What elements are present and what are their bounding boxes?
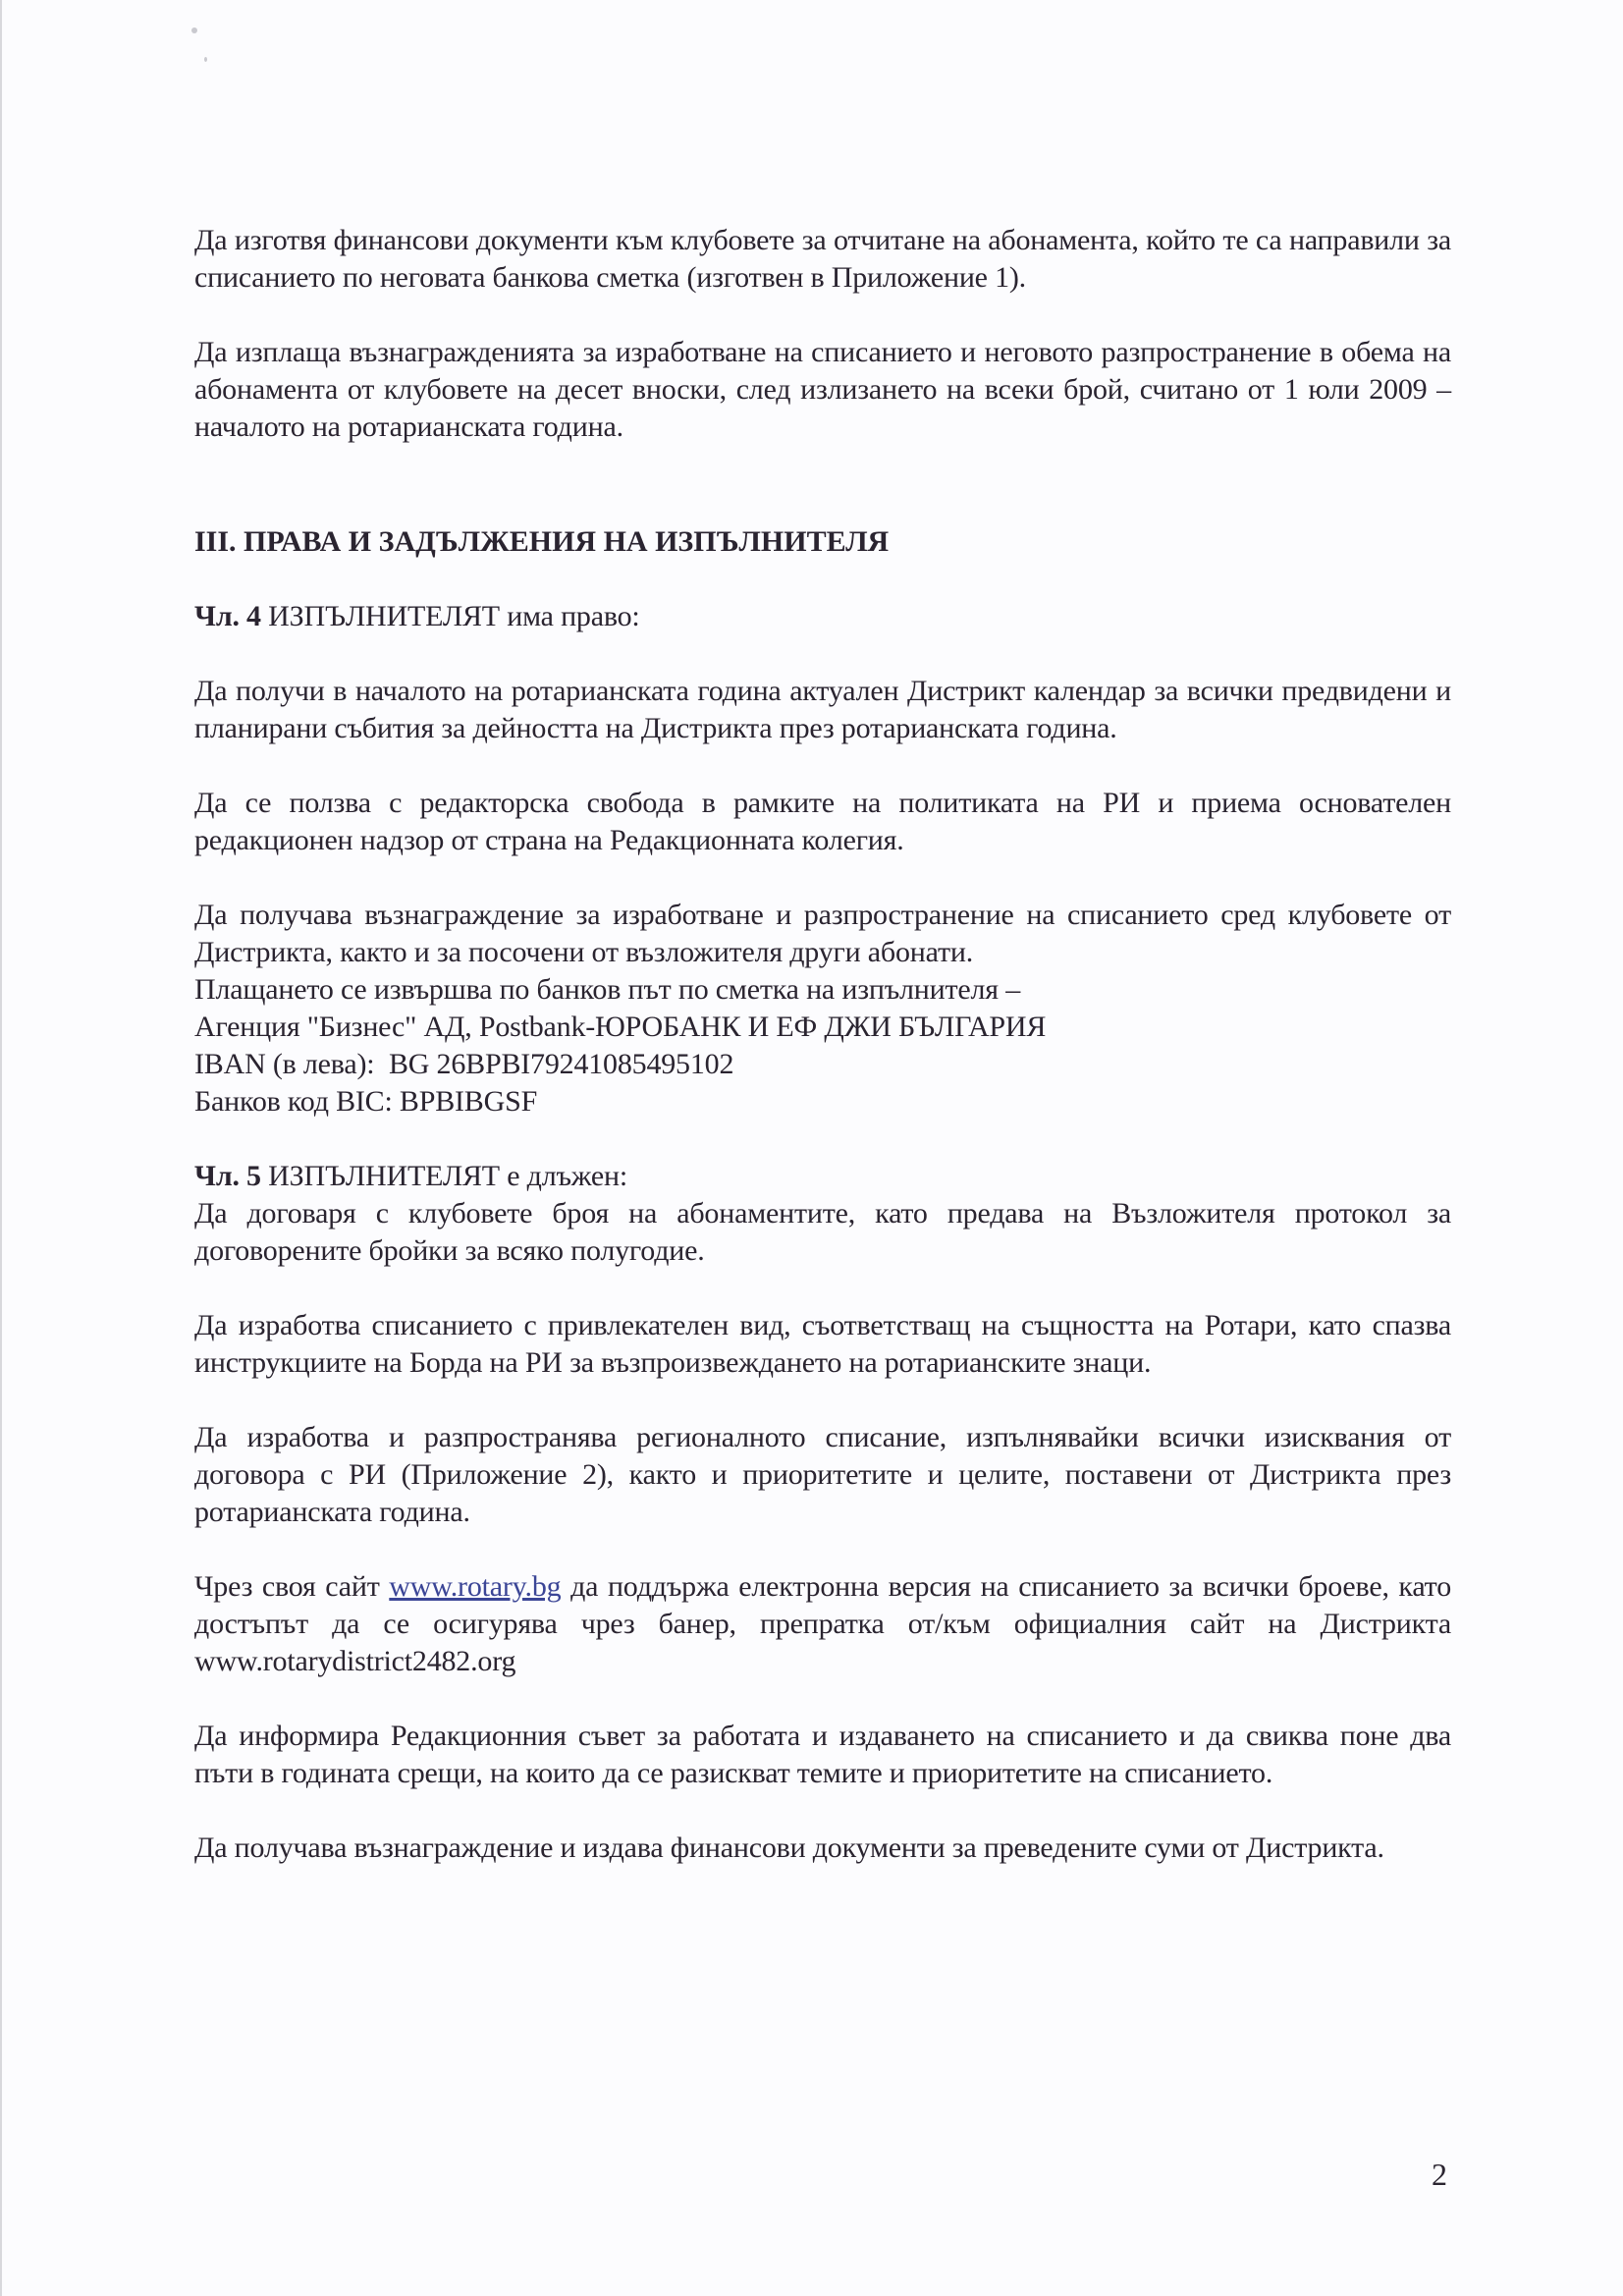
article-5-label: Чл. 5: [194, 1160, 261, 1192]
bank-name-line: Агенция "Бизнес" АД, Postbank-ЮРОБАНК И ЕФ ДЖИ БЪЛГАРИЯ: [194, 1011, 1047, 1043]
scan-speck: [204, 57, 207, 62]
article-4-title-text: ИЗПЪЛНИТЕЛЯТ има право:: [260, 600, 640, 632]
document-body: [194, 222, 1451, 1867]
iban-line: IBAN (в лева): BG 26BPBI79241085495102: [194, 1048, 734, 1080]
bic-line: Банков код BIC: BPBIBGSF: [194, 1085, 538, 1118]
paragraph-editorial-council: Да информира Редакционния съвет за работата и издаването на списанието и да свиква поне два пъти в годината срещи, на които да се разискват темите и приоритетите на списанието.: [194, 1720, 1451, 1789]
website-text-before: Чрез своя сайт: [194, 1570, 390, 1603]
article-4-title: [194, 598, 1451, 635]
article-5-title: [194, 1158, 1451, 1195]
rotary-bg-link[interactable]: www.rotary.bg: [389, 1570, 562, 1603]
paragraph-financial-documents: Да изготвя финансови документи към клубовете за отчитане на абонамента, който те са направили за списанието по неговата банкова сметка (изготвен в Приложение 1).: [194, 224, 1451, 294]
paragraph-editorial-freedom: Да се ползва с редакторска свобода в рамките на политиката на РИ и приема основателен редакционен надзор от страна на Редакционната колегия.: [194, 787, 1451, 856]
paragraph-regional-magazine: Да изработва и разпространява регионалното списание, изпълнявайки всички изисквания от договора с РИ (Приложение 2), както и приоритетите и целите, поставени от Дистрикта през ротарианската година.: [194, 1421, 1451, 1528]
scan-speck: [191, 27, 197, 33]
paragraph-financial-receipts: Да получава възнаграждение и издава финансови документи за преведените суми от Дистрикта.: [194, 1831, 1384, 1864]
paragraph-remuneration: Да получава възнаграждение за изработване и разпространение на списанието сред клубовете от Дистрикта, както и за посочени от възложителя други абонати.: [194, 899, 1451, 968]
paragraph-attractive-design: Да изработва списанието с привлекателен вид, съответстващ на същността на Ротари, като спазва инструкциите на Борда на РИ за възпроизвеждането на ротарианските знаци.: [194, 1309, 1451, 1379]
section-heading: III. ПРАВА И ЗАДЪЛЖЕНИЯ НА ИЗПЪЛНИТЕЛЯ: [194, 525, 890, 558]
payment-method-line: Плащането се извършва по банков път по сметка на изпълнителя –: [194, 973, 1020, 1006]
article-4-label: Чл. 4: [194, 600, 261, 632]
paragraph-payment-installments: Да изплаща възнагражденията за изработване на списанието и неговото разпространение в обема на абонамента от клубовете на десет вноски, след излизането на всеки брой, считано от 1 юли 2009 – началото на ротарианската година.: [194, 336, 1451, 443]
website-text-after: да поддържа електронна версия на списанието за всички броеве, като достъпът да се осигурява чрез банер, препратка от/към официалния сайт на Дистрикта www.rotarydistrict2482.org: [194, 1570, 1451, 1677]
scan-edge: [0, 0, 2, 2296]
paragraph-website: [194, 1568, 1451, 1680]
paragraph-subscriptions: Да договаря с клубовете броя на абонаментите, като предава на Възложителя протокол за договорените бройки за всяко полугодие.: [194, 1197, 1451, 1267]
article-5-title-text: ИЗПЪЛНИТЕЛЯТ е длъжен:: [260, 1160, 628, 1192]
page-number: 2: [1432, 2157, 1447, 2192]
paragraph-district-calendar: Да получи в началото на ротарианската година актуален Дистрикт календар за всички предвидени и планирани събития за дейността на Дистрикта през ротарианската година.: [194, 675, 1451, 744]
